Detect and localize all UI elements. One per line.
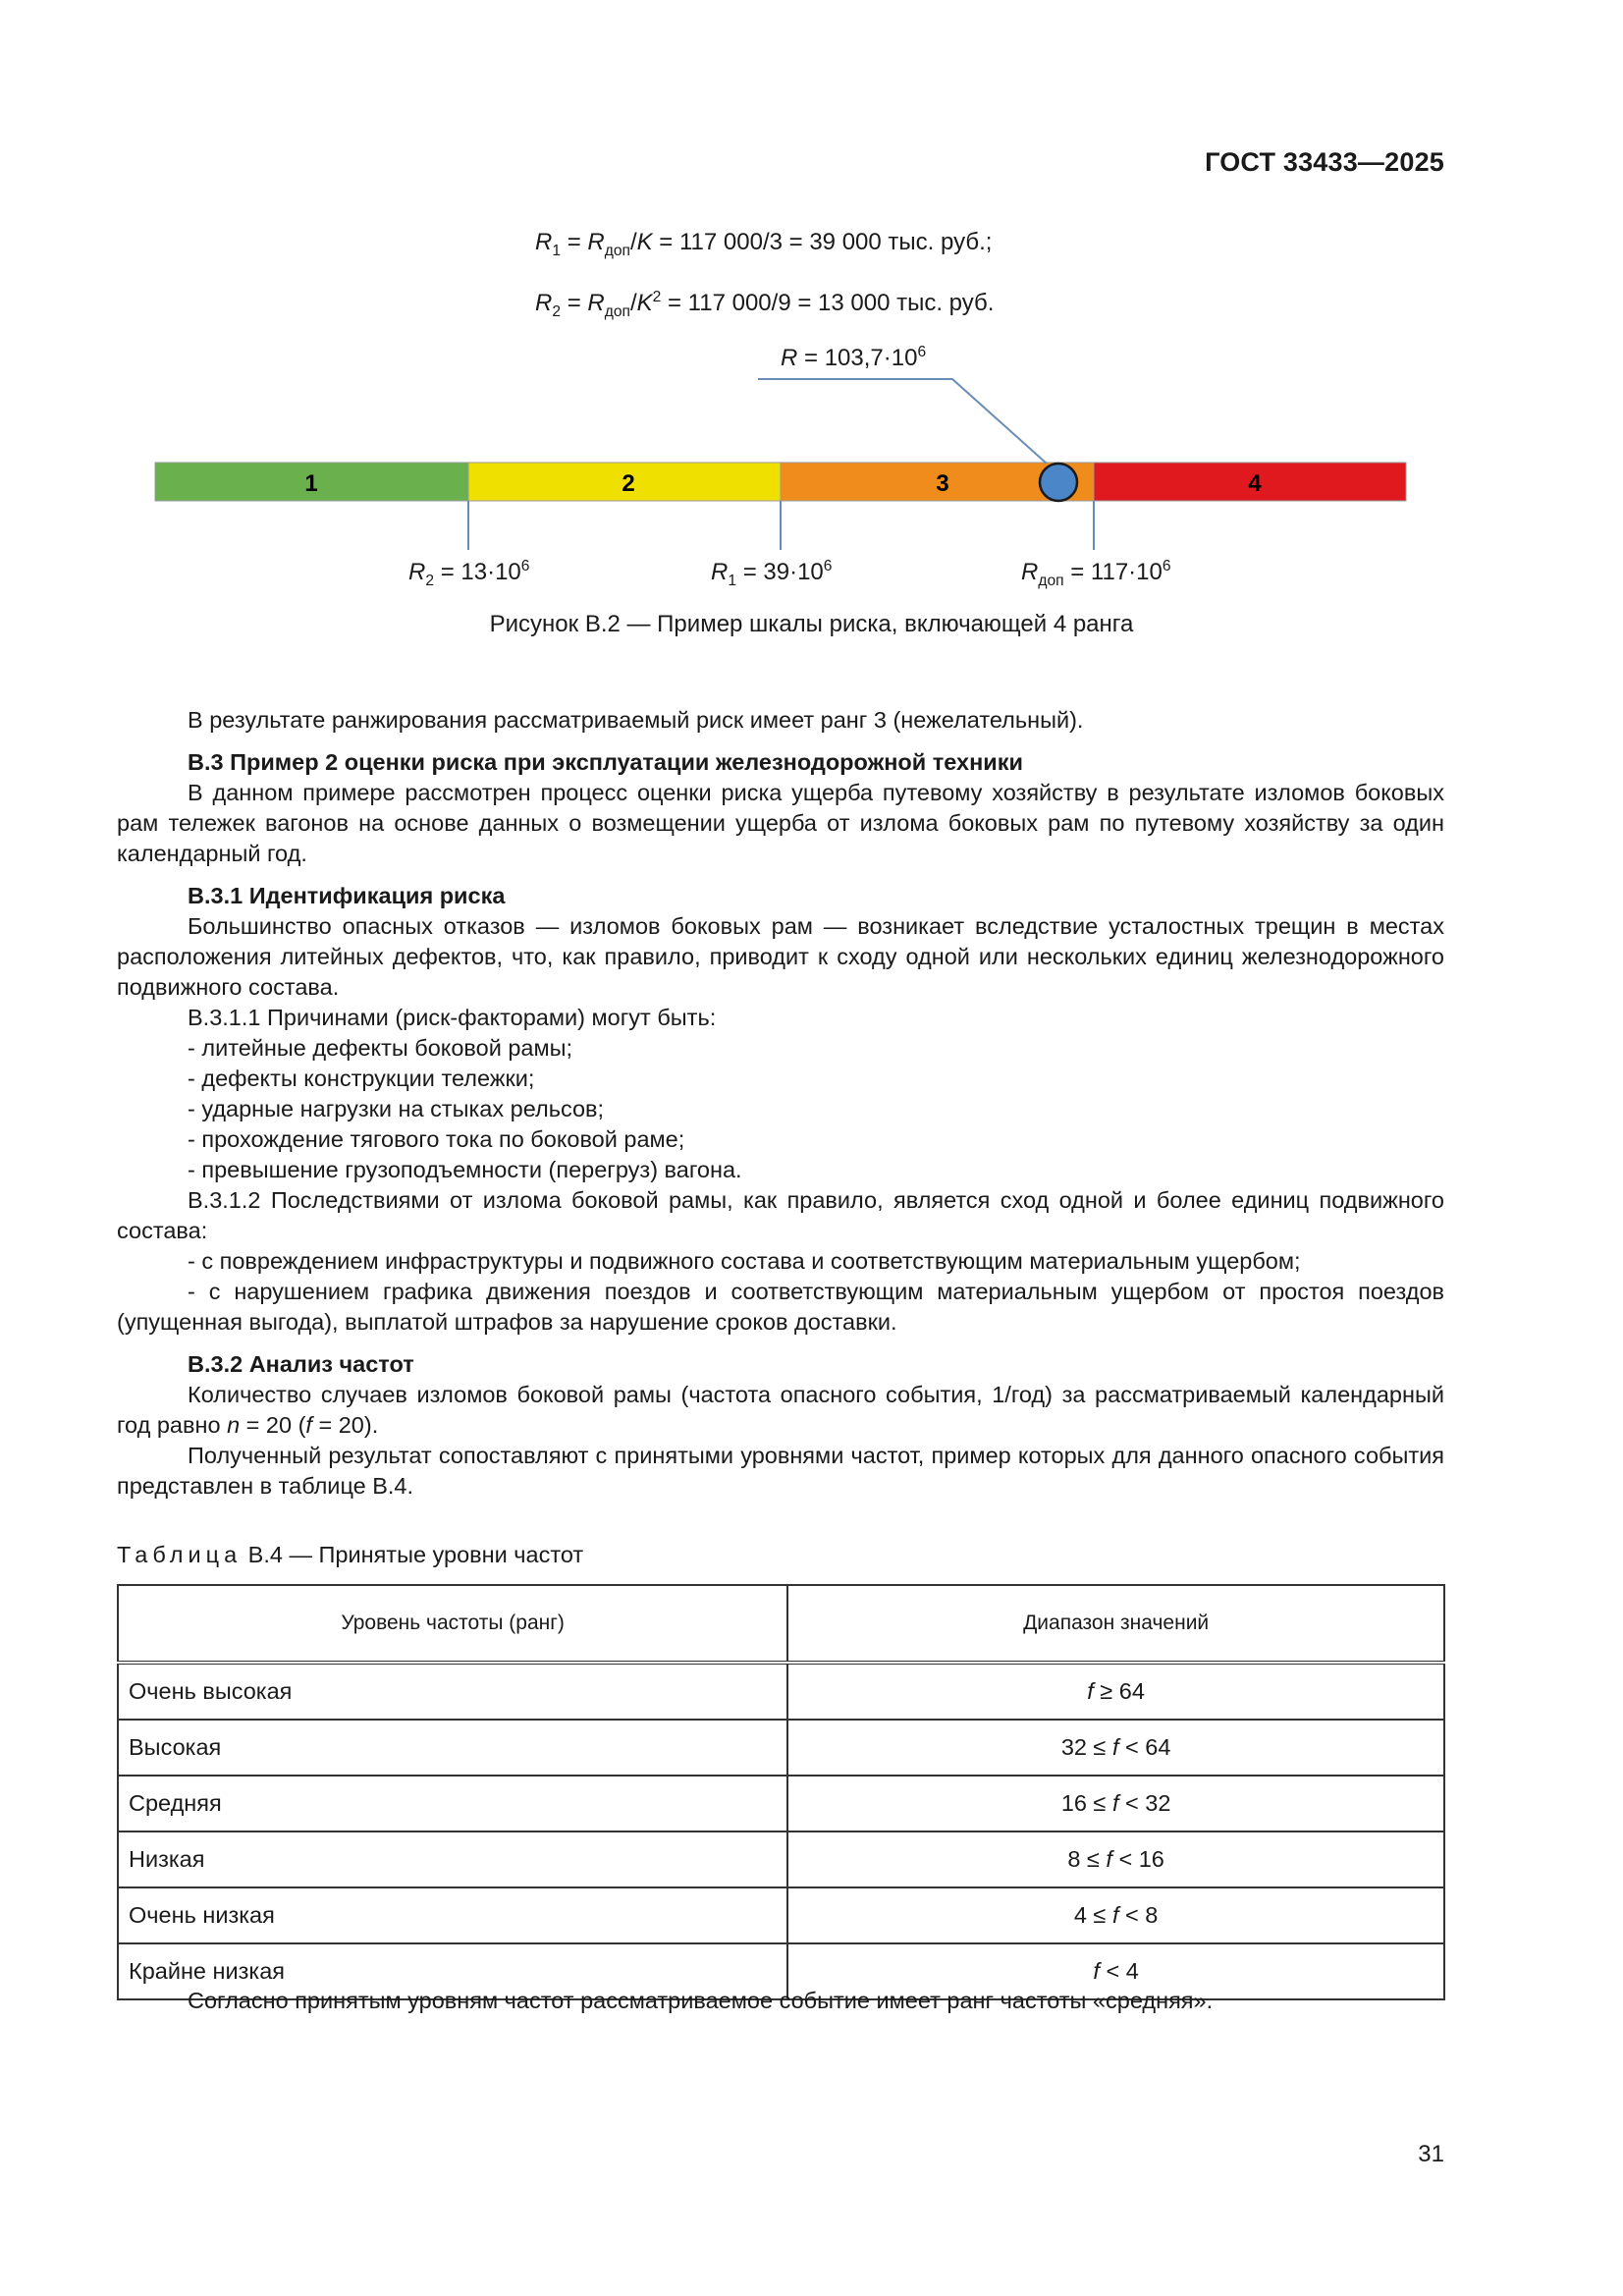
- tick-label-r1: $R_1 = 39\cdot 10^6$: [711, 558, 833, 589]
- paragraph-result: В результате ранжирования рассматриваемый риск имеет ранг 3 (нежелательный).: [188, 707, 1084, 733]
- scale-label-3: 3: [936, 470, 949, 497]
- scale-label-2: 2: [622, 470, 635, 497]
- scale-label-4: 4: [1248, 470, 1262, 497]
- document-id: ГОСТ 33433—2025: [1205, 147, 1444, 177]
- page-number: 31: [1418, 2141, 1444, 2167]
- list-item: - прохождение тягового тока по боковой раме;: [188, 1126, 685, 1152]
- frequency-levels-table: [117, 1584, 1445, 2000]
- table-cell-range: f < 4: [787, 1943, 1444, 1999]
- body-text: [117, 705, 1444, 1502]
- list-item: - дефекты конструкции тележки;: [188, 1066, 535, 1091]
- table-cell-level: Низкая: [118, 1831, 787, 1887]
- table-cell-level: Очень высокая: [118, 1663, 787, 1720]
- paragraph-b3-intro: В данном примере рассмотрен процесс оценки риска ущерба путевому хозяйству в результате изломов боковых рам тележек вагонов на основе данных о возмещении ущерба от излома боковых рам по путевому хозяйству за один календарный год.: [117, 780, 1444, 866]
- callout-label: $R = 103,7\cdot 10^6$: [781, 344, 927, 371]
- table-cell-range: 16 ≤ f < 32: [787, 1776, 1444, 1831]
- section-heading-b3: В.3 Пример 2 оценки риска при эксплуатации железнодорожной техники: [188, 749, 1023, 775]
- paragraph-b32-count: Количество случаев изломов боковой рамы (частота опасного события, 1/год) за рассматриваемый календарный год равно n = 20 (f = 20).: [117, 1382, 1444, 1438]
- callout-leader-line: [758, 379, 1047, 464]
- paragraph-b31: Большинство опасных отказов — изломов боковых рам — возникает вследствие усталостных трещин в местах расположения литейных дефектов, что, как правило, приводит к сходу одной или нескольких единиц железнодорожного подвижного состава.: [117, 913, 1444, 1000]
- table-cell-level: Средняя: [118, 1776, 787, 1831]
- table-header-row: [118, 1585, 1444, 1663]
- table-header-range: Диапазон значений: [787, 1585, 1444, 1663]
- table-header-level: Уровень частоты (ранг): [118, 1585, 787, 1663]
- formula-r2: $R_2 = R_{доп}/K^2 = 117$ 000/9 = 13 000 тыс. руб.: [535, 289, 995, 320]
- table-row: [118, 1776, 1444, 1831]
- table-row: [118, 1887, 1444, 1943]
- list-item: - превышение грузоподъемности (перегруз) вагона.: [188, 1157, 742, 1182]
- list-item: - ударные нагрузки на стыках рельсов;: [188, 1096, 605, 1121]
- paragraph-b32-compare: Полученный результат сопоставляют с принятыми уровнями частот, пример которых для данного опасного события представлен в таблице В.4.: [117, 1443, 1444, 1499]
- paragraph-b312: В.3.1.2 Последствиями от излома боковой рамы, как правило, является сход одной и более единиц подвижного состава:: [117, 1187, 1444, 1243]
- table-cell-range: f ≥ 64: [787, 1663, 1444, 1720]
- table-cell-range: 4 ≤ f < 8: [787, 1887, 1444, 1943]
- figure-caption: Рисунок В.2 — Пример шкалы риска, включающей 4 ранга: [489, 611, 1134, 637]
- table-cell-level: Очень низкая: [118, 1887, 787, 1943]
- list-item: - с повреждением инфраструктуры и подвижного состава и соответствующим материальным ущербом;: [188, 1248, 1301, 1274]
- list-item: - с нарушением графика движения поездов и соответствующим материальным ущербом от простоя поездов (упущенная выгода), выплатой штрафов за нарушение сроков доставки.: [117, 1279, 1444, 1335]
- table-caption: Таблица В.4 — Принятые уровни частот: [117, 1542, 584, 1567]
- table-row: [118, 1663, 1444, 1720]
- scale-label-1: 1: [304, 470, 318, 497]
- table-row: [118, 1720, 1444, 1776]
- formula-r1: $R_1 = R_{доп}/K = 117$ 000/3 = 39 000 тыс. руб.;: [535, 229, 993, 259]
- section-heading-b31: В.3.1 Идентификация риска: [188, 883, 506, 908]
- tick-label-r2: $R_2 = 13\cdot 10^6$: [408, 558, 530, 589]
- risk-value-marker: [1040, 464, 1077, 501]
- table-cell-range: 8 ≤ f < 16: [787, 1831, 1444, 1887]
- table-row: [118, 1831, 1444, 1887]
- risk-scale-figure: [0, 334, 1623, 589]
- table-cell-level: Крайне низкая: [118, 1943, 787, 1999]
- tick-label-rdop: $R_{доп} = 117\cdot 10^6$: [1021, 558, 1171, 589]
- table-cell-level: Высокая: [118, 1720, 787, 1776]
- paragraph-b311: В.3.1.1 Причинами (риск-факторами) могут быть:: [188, 1005, 717, 1030]
- section-heading-b32: В.3.2 Анализ частот: [188, 1351, 414, 1377]
- list-item: - литейные дефекты боковой рамы;: [188, 1035, 573, 1061]
- closing-paragraph: Согласно принятым уровням частот рассматриваемое событие имеет ранг частоты «средняя».: [188, 1988, 1214, 2013]
- table-cell-range: 32 ≤ f < 64: [787, 1720, 1444, 1776]
